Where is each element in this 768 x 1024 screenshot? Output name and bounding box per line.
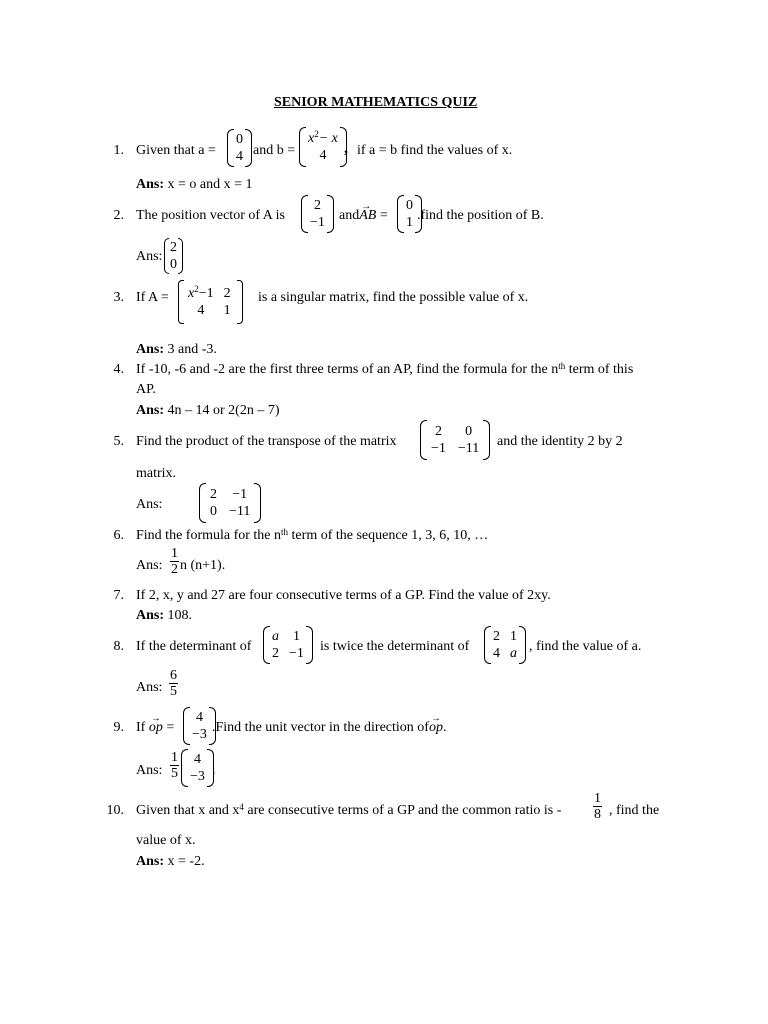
question-text: Find the product of the transpose of the matrix xyxy=(136,434,397,449)
question-number: 3. xyxy=(113,290,124,305)
vector-b: $x^2- x$ 4 xyxy=(299,127,347,167)
answer: Ans: x = o and x = 1 xyxy=(136,177,253,192)
matrix: 2 −1 0 −11 xyxy=(420,420,490,460)
answer-text: n (n+1). xyxy=(180,558,226,573)
question-text: If the determinant of xyxy=(136,639,252,654)
answer-label: Ans: xyxy=(136,763,163,778)
answer-label: Ans: xyxy=(136,680,163,695)
question-text: if a = b find the values of x. xyxy=(357,143,513,158)
matrix-a: $x^2-1$ 4 2 1 xyxy=(178,280,243,324)
question-number: 6. xyxy=(113,528,124,543)
question-text: AP. xyxy=(136,382,156,397)
question-text: is twice the determinant of xyxy=(320,639,470,654)
answer-fraction: $\frac{1}{2}$ xyxy=(171,546,178,577)
question-text: If → op = xyxy=(136,720,174,736)
question-text: Given that x and $x^4$ are consecutive terms of a GP and the common ratio is - xyxy=(136,802,562,818)
question-number: 8. xyxy=(113,639,124,654)
answer-label: Ans: xyxy=(136,497,163,512)
question-number: 1. xyxy=(113,143,124,158)
vector-op: 4 −3 xyxy=(183,707,216,745)
answer-fraction: $\frac{1}{5}$ xyxy=(171,750,178,781)
question-text: .find the position of B. xyxy=(417,208,544,223)
question-text: and the identity 2 by 2 xyxy=(497,434,623,449)
answer-period: . xyxy=(212,763,216,778)
question-number: 7. xyxy=(113,588,124,603)
vector-a: 0 4 xyxy=(227,129,252,167)
question-text: .Find the unit vector in the direction of→ op. xyxy=(212,720,446,736)
matrix-2: 2 4 1 a xyxy=(484,626,526,664)
answer: Ans: 4n – 14 or 2(2n – 7) xyxy=(136,403,280,418)
answer-label: Ans: xyxy=(136,249,163,264)
answer-label: Ans: xyxy=(136,558,163,573)
question-text: , find the value of a. xyxy=(529,639,642,654)
answer-matrix: 2 0 −1 −11 xyxy=(199,483,261,523)
vector-ab: 0 1 xyxy=(397,195,422,233)
question-text: Find the formula for the $n^{th}$ term of the sequence 1, 3, 6, 10, … xyxy=(136,527,489,543)
question-text: If A = xyxy=(136,290,169,305)
question-text: is a singular matrix, find the possible value of x. xyxy=(258,290,529,305)
matrix-1: a 2 1 −1 xyxy=(263,626,313,664)
question-number: 10. xyxy=(106,803,124,818)
page-title: SENIOR MATHEMATICS QUIZ xyxy=(274,95,478,110)
question-text: value of x. xyxy=(136,833,196,848)
question-text: Given that a = xyxy=(136,143,216,158)
question-number: 5. xyxy=(113,434,124,449)
answer-fraction: $\frac{6}{5}$ xyxy=(170,668,177,699)
question-text: If -10, -6 and -2 are the first three terms of an AP, find the formula for the $n^{th}$ term of this xyxy=(136,361,634,377)
answer: Ans: 3 and -3. xyxy=(136,342,217,357)
question-text: and→ AB = xyxy=(339,208,388,224)
question-text: , find the xyxy=(609,803,660,818)
answer-vector: 4 −3 xyxy=(181,749,214,787)
question-text: and b = xyxy=(253,143,296,158)
ratio-fraction: $\frac{1}{8}$ xyxy=(594,791,601,822)
question-text: matrix. xyxy=(136,466,177,481)
answer-vector: 2 0 xyxy=(164,238,183,274)
vector-a: 2 −1 xyxy=(301,195,334,233)
answer: Ans: 108. xyxy=(136,608,193,623)
question-text: The position vector of A is xyxy=(136,208,285,223)
answer: Ans: x = -2. xyxy=(136,854,205,869)
comma: , xyxy=(344,140,348,157)
question-number: 9. xyxy=(113,720,124,735)
question-number: 2. xyxy=(113,208,124,223)
question-number: 4. xyxy=(113,362,124,377)
question-text: If 2, x, y and 27 are four consecutive terms of a GP. Find the value of 2xy. xyxy=(136,588,551,603)
